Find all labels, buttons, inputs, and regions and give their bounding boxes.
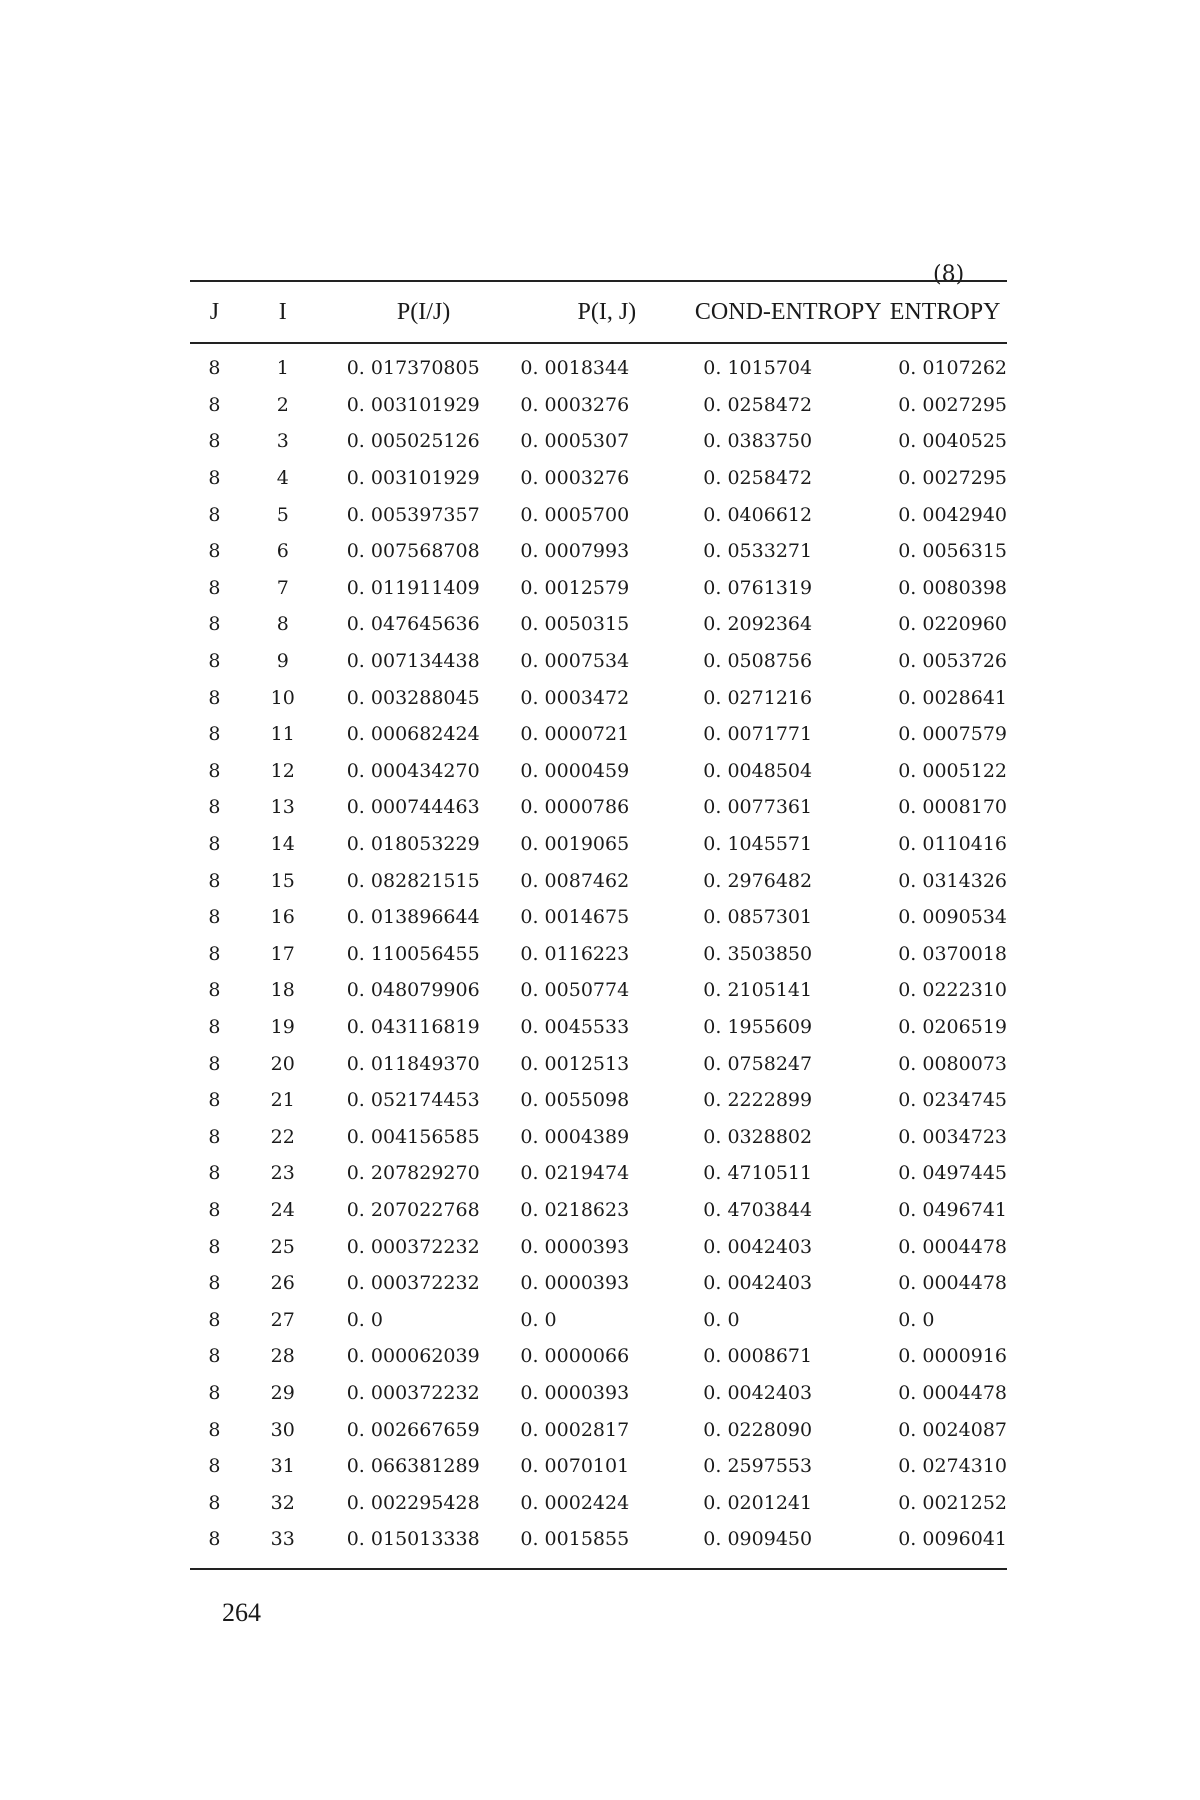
cell-p-i-given-j: 0. 002667659 — [346, 1418, 480, 1441]
cell-i: 28 — [270, 1345, 295, 1368]
cell-i: 2 — [276, 393, 289, 416]
cell-cond-entropy: 0. 0271216 — [703, 686, 813, 709]
table-row — [190, 1228, 1007, 1265]
cell-entropy: 0. 0274310 — [898, 1455, 1007, 1478]
cell-cond-entropy: 0. 0857301 — [703, 906, 813, 929]
table-row — [190, 716, 1007, 753]
cell-i: 21 — [270, 1089, 295, 1112]
cell-entropy: 0. 0004478 — [898, 1272, 1007, 1295]
cell-p-i-j: 0. 0012513 — [520, 1052, 630, 1075]
cell-entropy: 0. 0107262 — [898, 357, 1007, 380]
cell-i: 31 — [270, 1455, 295, 1478]
header-entropy: ENTROPY — [883, 282, 1007, 343]
cell-p-i-j: 0. 0000393 — [520, 1235, 630, 1258]
cell-p-i-given-j: 0. 000372232 — [346, 1381, 480, 1404]
cell-j: 8 — [208, 1162, 221, 1185]
cell-p-i-j: 0. 0000721 — [520, 723, 630, 746]
cell-i: 6 — [276, 540, 289, 563]
table-body — [190, 343, 1007, 1558]
header-cond-entropy: COND-ENTROPY — [693, 282, 883, 343]
table-row — [190, 826, 1007, 863]
cell-j: 8 — [208, 1198, 221, 1221]
cell-p-i-given-j: 0. 018053229 — [346, 833, 480, 856]
cell-p-i-j: 0. 0000066 — [520, 1345, 630, 1368]
cell-p-i-j: 0. 0018344 — [520, 357, 630, 380]
cell-j: 8 — [208, 1089, 221, 1112]
cell-i: 12 — [270, 759, 295, 782]
cell-cond-entropy: 0. 0042403 — [703, 1235, 813, 1258]
cell-entropy: 0. 0096041 — [898, 1528, 1007, 1551]
cell-j: 8 — [208, 723, 221, 746]
header-j: J — [190, 282, 239, 343]
table-row — [190, 972, 1007, 1009]
cell-p-i-given-j: 0. 013896644 — [346, 906, 480, 929]
cell-p-i-given-j: 0. 004156585 — [346, 1125, 480, 1148]
cell-j: 8 — [208, 942, 221, 965]
table-row — [190, 570, 1007, 607]
cell-cond-entropy: 0. 0 — [703, 1308, 740, 1331]
cell-j: 8 — [208, 467, 221, 490]
cell-entropy: 0. 0021252 — [898, 1491, 1007, 1514]
table-row — [190, 643, 1007, 680]
table-row — [190, 496, 1007, 533]
cell-p-i-j: 0. 0000786 — [520, 796, 630, 819]
cell-p-i-j: 0. 0218623 — [520, 1198, 630, 1221]
cell-cond-entropy: 0. 2976482 — [703, 869, 813, 892]
cell-i: 7 — [276, 576, 289, 599]
cell-cond-entropy: 0. 0761319 — [703, 576, 813, 599]
cell-p-i-given-j: 0. 003101929 — [346, 393, 480, 416]
cell-j: 8 — [208, 430, 221, 453]
cell-j: 8 — [208, 576, 221, 599]
cell-entropy: 0. 0056315 — [898, 540, 1007, 563]
cell-j: 8 — [208, 1052, 221, 1075]
cell-p-i-j: 0. 0000393 — [520, 1381, 630, 1404]
cell-cond-entropy: 0. 0258472 — [703, 393, 813, 416]
cell-j: 8 — [208, 540, 221, 563]
cell-cond-entropy: 0. 0383750 — [703, 430, 813, 453]
cell-p-i-j: 0. 0003276 — [520, 393, 630, 416]
cell-j: 8 — [208, 686, 221, 709]
cell-p-i-j: 0. 0003276 — [520, 467, 630, 490]
cell-i: 23 — [270, 1162, 295, 1185]
cell-p-i-given-j: 0. 048079906 — [346, 979, 480, 1002]
cell-entropy: 0. 0005122 — [898, 759, 1007, 782]
cell-entropy: 0. 0040525 — [898, 430, 1007, 453]
table-row — [190, 1301, 1007, 1338]
cell-entropy: 0. 0497445 — [898, 1162, 1007, 1185]
cell-cond-entropy: 0. 1015704 — [703, 357, 813, 380]
cell-entropy: 0. 0222310 — [898, 979, 1007, 1002]
table-row — [190, 1411, 1007, 1448]
cell-j: 8 — [208, 1455, 221, 1478]
cell-cond-entropy: 0. 0008671 — [703, 1345, 813, 1368]
table-row — [190, 343, 1007, 387]
cell-p-i-given-j: 0. 000062039 — [346, 1345, 480, 1368]
table-row — [190, 1375, 1007, 1412]
cell-cond-entropy: 0. 2597553 — [703, 1455, 813, 1478]
cell-j: 8 — [208, 979, 221, 1002]
cell-p-i-j: 0. 0003472 — [520, 686, 630, 709]
cell-p-i-given-j: 0. 207829270 — [346, 1162, 480, 1185]
table-row — [190, 423, 1007, 460]
cell-p-i-given-j: 0. 0 — [346, 1308, 383, 1331]
cell-p-i-given-j: 0. 043116819 — [346, 1015, 480, 1038]
cell-p-i-j: 0. 0002817 — [520, 1418, 630, 1441]
table-row — [190, 387, 1007, 424]
cell-p-i-given-j: 0. 052174453 — [346, 1089, 480, 1112]
cell-p-i-j: 0. 0012579 — [520, 576, 630, 599]
cell-cond-entropy: 0. 0042403 — [703, 1272, 813, 1295]
cell-i: 25 — [270, 1235, 295, 1258]
table-header — [190, 282, 1007, 343]
cell-entropy: 0. 0314326 — [898, 869, 1007, 892]
cell-j: 8 — [208, 796, 221, 819]
cell-cond-entropy: 0. 0077361 — [703, 796, 813, 819]
cell-cond-entropy: 0. 0201241 — [703, 1491, 813, 1514]
cell-p-i-given-j: 0. 000744463 — [346, 796, 480, 819]
cell-p-i-given-j: 0. 007134438 — [346, 650, 480, 673]
table-row — [190, 753, 1007, 790]
cell-i: 11 — [270, 723, 295, 746]
table-row — [190, 533, 1007, 570]
cell-cond-entropy: 0. 0328802 — [703, 1125, 813, 1148]
table-row — [190, 460, 1007, 497]
table-row — [190, 1009, 1007, 1046]
cell-p-i-j: 0. 0055098 — [520, 1089, 630, 1112]
cell-p-i-j: 0. 0219474 — [520, 1162, 630, 1185]
table-bottom-rule — [190, 1568, 1007, 1570]
cell-p-i-j: 0. 0116223 — [520, 942, 630, 965]
cell-cond-entropy: 0. 4703844 — [703, 1198, 813, 1221]
cell-p-i-j: 0. 0002424 — [520, 1491, 630, 1514]
cell-entropy: 0. 0027295 — [898, 393, 1007, 416]
cell-i: 30 — [270, 1418, 295, 1441]
table-row — [190, 1155, 1007, 1192]
cell-p-i-given-j: 0. 066381289 — [346, 1455, 480, 1478]
cell-p-i-given-j: 0. 005397357 — [346, 503, 480, 526]
cell-j: 8 — [208, 1125, 221, 1148]
cell-p-i-j: 0. 0087462 — [520, 869, 630, 892]
cell-entropy: 0. 0 — [898, 1308, 935, 1331]
cell-p-i-given-j: 0. 000434270 — [346, 759, 480, 782]
cell-p-i-j: 0. 0070101 — [520, 1455, 630, 1478]
cell-p-i-given-j: 0. 011911409 — [346, 576, 480, 599]
cell-entropy: 0. 0110416 — [898, 833, 1007, 856]
header-p-i-j: P(I, J) — [520, 282, 693, 343]
cell-j: 8 — [208, 393, 221, 416]
cell-entropy: 0. 0220960 — [898, 613, 1007, 636]
table-row — [190, 1484, 1007, 1521]
cell-i: 1 — [276, 357, 289, 380]
entropy-table — [190, 282, 1007, 1558]
cell-p-i-j: 0. 0019065 — [520, 833, 630, 856]
cell-j: 8 — [208, 833, 221, 856]
cell-i: 5 — [276, 503, 289, 526]
cell-entropy: 0. 0004478 — [898, 1381, 1007, 1404]
cell-cond-entropy: 0. 0533271 — [703, 540, 813, 563]
cell-i: 4 — [276, 467, 289, 490]
cell-cond-entropy: 0. 0071771 — [703, 723, 813, 746]
page-number: 264 — [222, 1598, 261, 1627]
cell-i: 10 — [270, 686, 295, 709]
cell-j: 8 — [208, 1235, 221, 1258]
cell-p-i-given-j: 0. 017370805 — [346, 357, 480, 380]
header-i: I — [239, 282, 327, 343]
cell-cond-entropy: 0. 2092364 — [703, 613, 813, 636]
cell-i: 14 — [270, 833, 295, 856]
cell-j: 8 — [208, 503, 221, 526]
cell-j: 8 — [208, 906, 221, 929]
cell-cond-entropy: 0. 0048504 — [703, 759, 813, 782]
cell-p-i-given-j: 0. 207022768 — [346, 1198, 480, 1221]
header-p-i-given-j: P(I/J) — [327, 282, 521, 343]
cell-entropy: 0. 0008170 — [898, 796, 1007, 819]
cell-p-i-given-j: 0. 000372232 — [346, 1235, 480, 1258]
cell-cond-entropy: 0. 2222899 — [703, 1089, 813, 1112]
cell-p-i-j: 0. 0050774 — [520, 979, 630, 1002]
cell-p-i-given-j: 0. 011849370 — [346, 1052, 480, 1075]
cell-j: 8 — [208, 1491, 221, 1514]
cell-p-i-j: 0. 0000393 — [520, 1272, 630, 1295]
cell-cond-entropy: 0. 0042403 — [703, 1381, 813, 1404]
cell-p-i-given-j: 0. 015013338 — [346, 1528, 480, 1551]
cell-entropy: 0. 0028641 — [898, 686, 1007, 709]
table-row — [190, 862, 1007, 899]
cell-p-i-given-j: 0. 082821515 — [346, 869, 480, 892]
cell-cond-entropy: 0. 0406612 — [703, 503, 813, 526]
cell-entropy: 0. 0206519 — [898, 1015, 1007, 1038]
cell-p-i-given-j: 0. 000682424 — [346, 723, 480, 746]
table-row — [190, 789, 1007, 826]
cell-i: 26 — [270, 1272, 295, 1295]
table-row — [190, 936, 1007, 973]
cell-p-i-j: 0. 0014675 — [520, 906, 630, 929]
cell-cond-entropy: 0. 1955609 — [703, 1015, 813, 1038]
cell-entropy: 0. 0496741 — [898, 1198, 1007, 1221]
cell-i: 16 — [270, 906, 295, 929]
cell-p-i-j: 0. 0015855 — [520, 1528, 630, 1551]
table-row — [190, 1338, 1007, 1375]
table-row — [190, 1448, 1007, 1485]
cell-j: 8 — [208, 1528, 221, 1551]
cell-j: 8 — [208, 1345, 221, 1368]
cell-entropy: 0. 0027295 — [898, 467, 1007, 490]
cell-j: 8 — [208, 759, 221, 782]
table-row — [190, 679, 1007, 716]
cell-j: 8 — [208, 869, 221, 892]
cell-p-i-given-j: 0. 110056455 — [346, 942, 480, 965]
cell-i: 18 — [270, 979, 295, 1002]
cell-entropy: 0. 0034723 — [898, 1125, 1007, 1148]
entropy-table-wrapper — [190, 280, 1007, 1570]
cell-entropy: 0. 0004478 — [898, 1235, 1007, 1258]
cell-cond-entropy: 0. 0258472 — [703, 467, 813, 490]
cell-entropy: 0. 0080398 — [898, 576, 1007, 599]
table-row — [190, 1521, 1007, 1558]
cell-p-i-j: 0. 0005700 — [520, 503, 630, 526]
cell-p-i-given-j: 0. 000372232 — [346, 1272, 480, 1295]
cell-i: 8 — [276, 613, 289, 636]
header-row — [190, 282, 1007, 343]
cell-p-i-given-j: 0. 007568708 — [346, 540, 480, 563]
cell-p-i-j: 0. 0005307 — [520, 430, 630, 453]
cell-entropy: 0. 0090534 — [898, 906, 1007, 929]
cell-cond-entropy: 0. 0909450 — [703, 1528, 813, 1551]
cell-i: 24 — [270, 1198, 295, 1221]
cell-entropy: 0. 0080073 — [898, 1052, 1007, 1075]
cell-p-i-given-j: 0. 047645636 — [346, 613, 480, 636]
cell-cond-entropy: 0. 0508756 — [703, 650, 813, 673]
cell-j: 8 — [208, 1015, 221, 1038]
cell-j: 8 — [208, 1308, 221, 1331]
table-row — [190, 1082, 1007, 1119]
cell-cond-entropy: 0. 1045571 — [703, 833, 813, 856]
cell-p-i-j: 0. 0004389 — [520, 1125, 630, 1148]
table-row — [190, 1118, 1007, 1155]
cell-i: 32 — [270, 1491, 295, 1514]
cell-p-i-j: 0. 0045533 — [520, 1015, 630, 1038]
cell-cond-entropy: 0. 0758247 — [703, 1052, 813, 1075]
cell-i: 3 — [276, 430, 289, 453]
cell-entropy: 0. 0042940 — [898, 503, 1007, 526]
cell-cond-entropy: 0. 3503850 — [703, 942, 813, 965]
cell-i: 27 — [270, 1308, 295, 1331]
cell-cond-entropy: 0. 2105141 — [703, 979, 813, 1002]
cell-p-i-j: 0. 0 — [520, 1308, 557, 1331]
cell-p-i-given-j: 0. 005025126 — [346, 430, 480, 453]
cell-i: 17 — [270, 942, 295, 965]
cell-i: 20 — [270, 1052, 295, 1075]
cell-entropy: 0. 0024087 — [898, 1418, 1007, 1441]
cell-p-i-j: 0. 0007534 — [520, 650, 630, 673]
cell-p-i-given-j: 0. 002295428 — [346, 1491, 480, 1514]
table-row — [190, 1265, 1007, 1302]
cell-i: 13 — [270, 796, 295, 819]
cell-p-i-j: 0. 0007993 — [520, 540, 630, 563]
cell-i: 9 — [276, 650, 289, 673]
cell-j: 8 — [208, 650, 221, 673]
page-label: (8) — [933, 262, 965, 287]
table-row — [190, 606, 1007, 643]
cell-cond-entropy: 0. 4710511 — [703, 1162, 813, 1185]
cell-cond-entropy: 0. 0228090 — [703, 1418, 813, 1441]
cell-i: 19 — [270, 1015, 295, 1038]
cell-p-i-j: 0. 0000459 — [520, 759, 630, 782]
table-row — [190, 1045, 1007, 1082]
cell-entropy: 0. 0234745 — [898, 1089, 1007, 1112]
cell-i: 33 — [270, 1528, 295, 1551]
cell-i: 29 — [270, 1381, 295, 1404]
cell-j: 8 — [208, 1381, 221, 1404]
cell-j: 8 — [208, 1272, 221, 1295]
cell-p-i-given-j: 0. 003288045 — [346, 686, 480, 709]
cell-j: 8 — [208, 1418, 221, 1441]
cell-i: 22 — [270, 1125, 295, 1148]
cell-p-i-given-j: 0. 003101929 — [346, 467, 480, 490]
cell-j: 8 — [208, 357, 221, 380]
cell-p-i-j: 0. 0050315 — [520, 613, 630, 636]
cell-j: 8 — [208, 613, 221, 636]
cell-i: 15 — [270, 869, 295, 892]
table-row — [190, 899, 1007, 936]
cell-entropy: 0. 0370018 — [898, 942, 1007, 965]
table-row — [190, 1192, 1007, 1229]
cell-entropy: 0. 0000916 — [898, 1345, 1007, 1368]
cell-entropy: 0. 0007579 — [898, 723, 1007, 746]
cell-entropy: 0. 0053726 — [898, 650, 1007, 673]
